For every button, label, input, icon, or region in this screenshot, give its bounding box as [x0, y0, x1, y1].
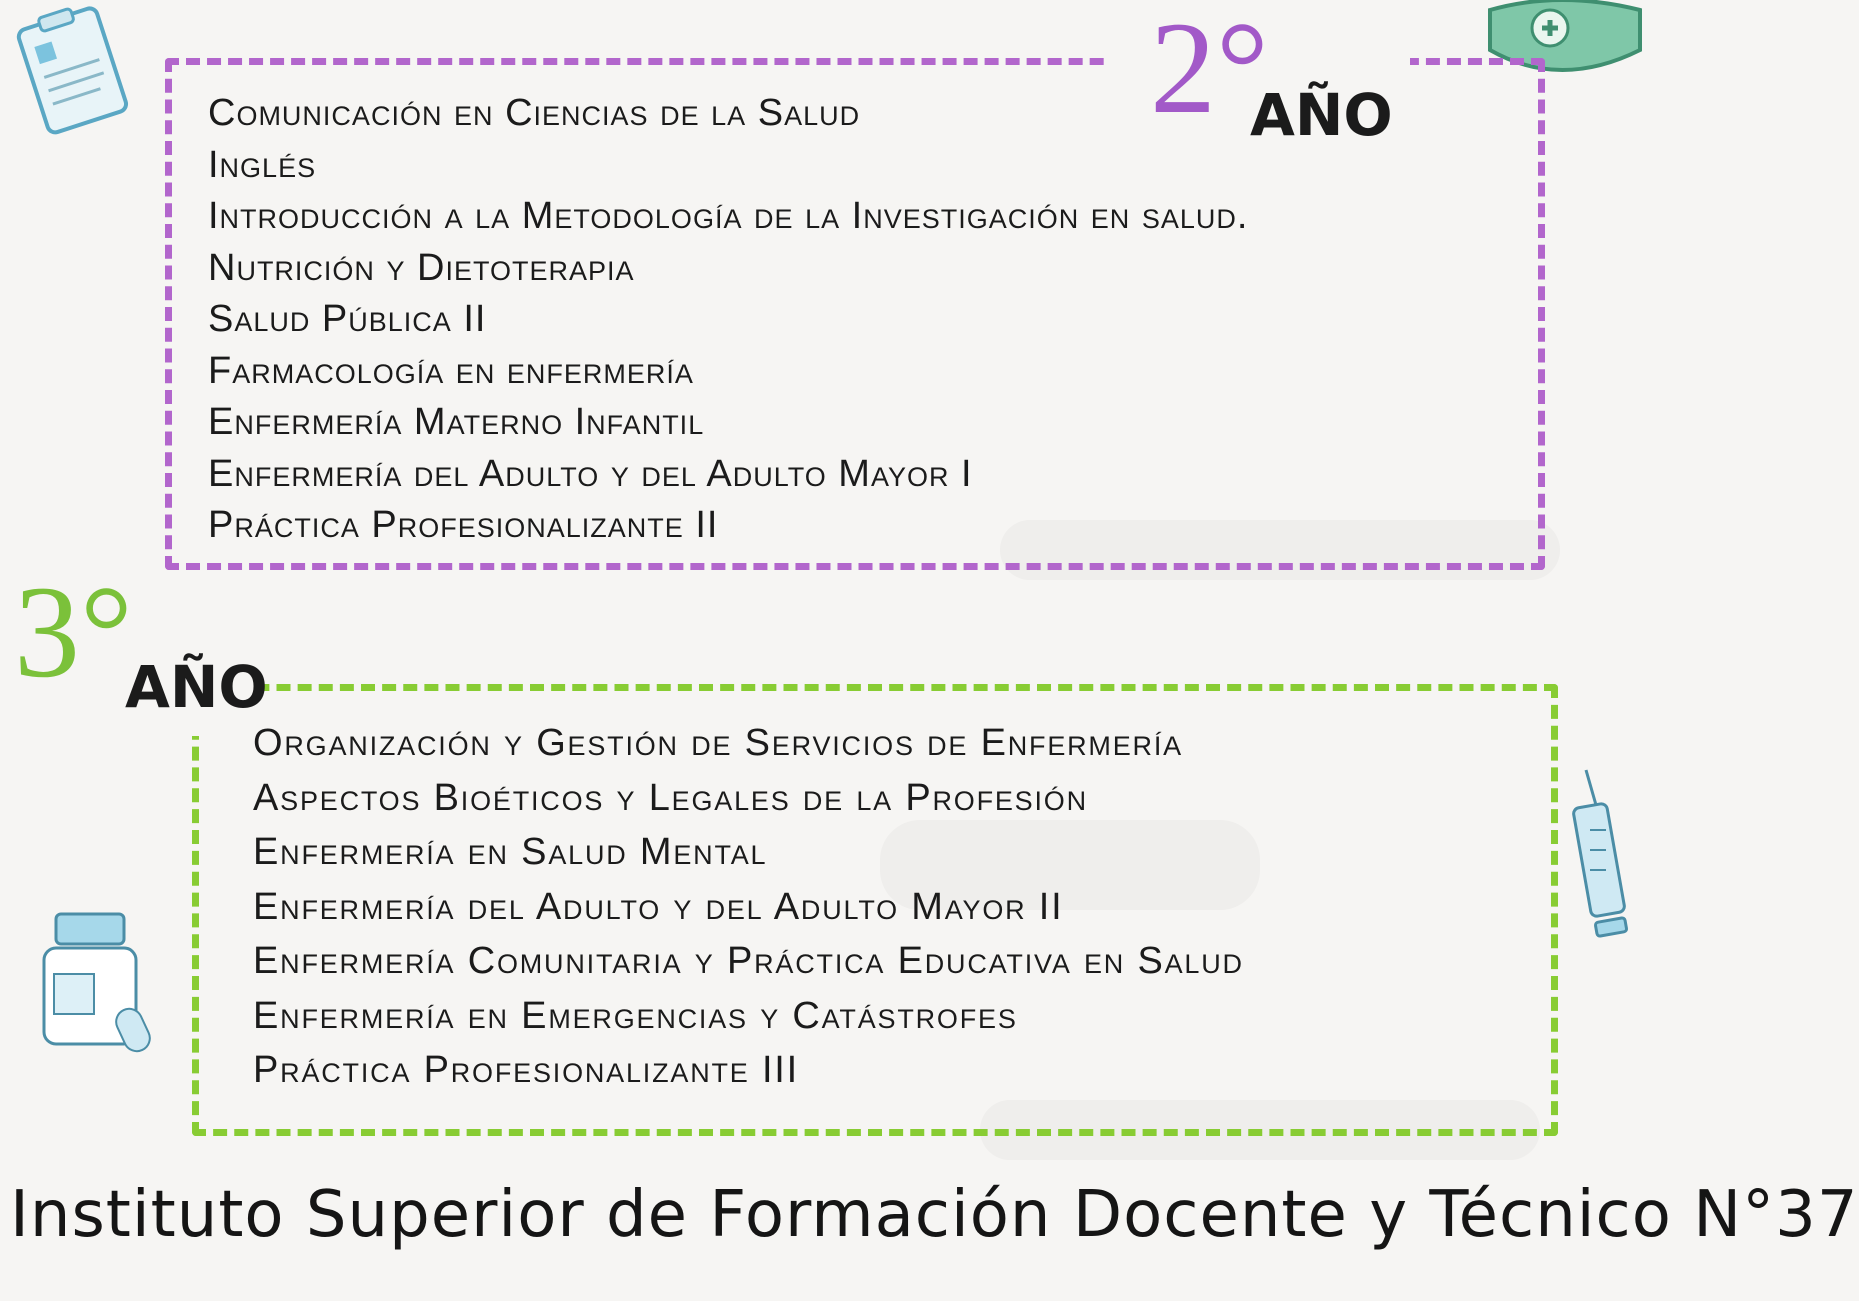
subject-item: Salud Pública II [208, 298, 487, 340]
subject-item: Enfermería Materno Infantil [208, 401, 705, 443]
subject-item: Práctica Profesionalizante III [253, 1049, 800, 1091]
second-year-subject-list [208, 88, 1248, 552]
subject-item: Inglés [208, 143, 317, 186]
subject-item: Enfermería en Emergencias y Catástrofes [253, 994, 1018, 1037]
subject-item: Práctica Profesionalizante II [208, 504, 719, 546]
subject-item: Nutrición y Dietoterapia [208, 246, 635, 289]
subject-item: Comunicación en Ciencias de la Salud [208, 92, 861, 134]
medicine-bottle-icon [36, 908, 154, 1058]
clipboard-icon [4, 2, 144, 142]
subject-item: Farmacología en enfermería [208, 349, 694, 392]
second-year-word: AÑO [1250, 81, 1393, 149]
subject-item: Enfermería del Adulto y del Adulto Mayor I [208, 452, 973, 495]
third-year-number: 3° [14, 558, 133, 705]
syringe-icon [1568, 760, 1645, 955]
subject-item: Organización y Gestión de Servicios de Enfermería [253, 722, 1183, 764]
third-year-word: AÑO [125, 653, 268, 721]
second-year-number: 2° [1150, 0, 1269, 141]
institution-name: Instituto Superior de Formación Docente y Técnico N°37 [10, 1178, 1859, 1252]
subject-item: Aspectos Bioéticos y Legales de la Profesión [253, 776, 1088, 819]
subject-item: Enfermería Comunitaria y Práctica Educativa en Salud [253, 940, 1244, 982]
third-year-subject-list [253, 716, 1244, 1098]
subject-item: Enfermería en Salud Mental [253, 831, 768, 873]
subject-item: Introducción a la Metodología de la Investigación en salud. [208, 195, 1249, 237]
subject-item: Enfermería del Adulto y del Adulto Mayor II [253, 885, 1064, 928]
